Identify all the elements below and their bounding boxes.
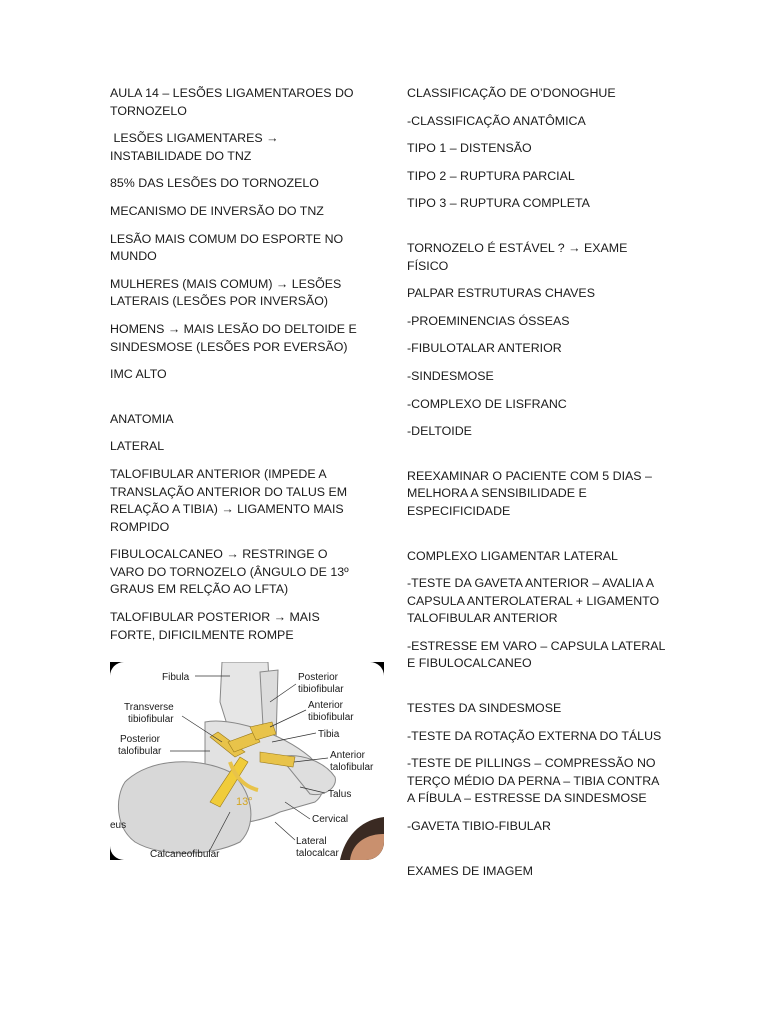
paragraph: -COMPLEXO DE LISFRANC — [407, 396, 567, 411]
label-transverse-tibiofibular: Transverse — [124, 702, 174, 713]
paragraph: TALOFIBULAR ANTERIOR (IMPEDE A TRANSLAÇÃO ANTERIOR DO TALUS EM RELAÇÃO A TIBIA) → LIGAMENTO MAIS ROMPIDO — [110, 466, 351, 534]
paragraph: MECANISMO DE INVERSÃO DO TNZ — [110, 203, 324, 218]
paragraph: TALOFIBULAR POSTERIOR → MAIS FORTE, DIFICILMENTE ROMPE — [110, 610, 324, 642]
label-calcaneofibular: Calcaneofibular — [150, 849, 220, 860]
paragraph: IMC ALTO — [110, 367, 167, 382]
paragraph: -DELTOIDE — [407, 424, 472, 439]
label-posterior-tibiofibular: Posterior — [298, 672, 339, 683]
label-talus: Talus — [328, 789, 352, 800]
ankle-diagram — [110, 662, 384, 860]
section-heading: COMPLEXO LIGAMENTAR LATERAL — [407, 548, 618, 563]
section-heading: EXAMES DE IMAGEM — [407, 863, 533, 878]
paragraph: FIBULOCALCANEO → RESTRINGE O VARO DO TORNOZELO (ÂNGULO DE 13º GRAUS EM RELÇÃO AO LFTA) — [110, 547, 353, 597]
paragraph: -FIBULOTALAR ANTERIOR — [407, 341, 562, 356]
paragraph: LESÃO MAIS COMUM DO ESPORTE NO MUNDO — [110, 231, 347, 264]
paragraph: -SINDESMOSE — [407, 368, 494, 383]
label-posterior-tibiofibular: tibiofibular — [298, 684, 344, 695]
spacer — [407, 451, 665, 468]
lesson-title: AULA 14 – LESÕES LIGAMENTAROES DO TORNOZELO — [110, 86, 357, 118]
paragraph: MULHERES (MAIS COMUM) → LESÕES LATERAIS (LESÕES POR INVERSÃO) — [110, 276, 345, 309]
label-angle: 13° — [236, 796, 253, 808]
paragraph: -TESTE DA ROTAÇÃO EXTERNA DO TÁLUS — [407, 728, 662, 743]
label-calcaneus: eus — [110, 820, 127, 831]
label-tibia: Tibia — [318, 729, 340, 740]
spacer — [407, 683, 665, 700]
paragraph: -PROEMINENCIAS ÓSSEAS — [407, 313, 570, 328]
label-lateral-talocalcaneal: talocalcar — [296, 848, 339, 859]
spacer — [110, 394, 362, 411]
label-cervical: Cervical — [312, 814, 349, 825]
label-anterior-talofibular: talofibular — [330, 762, 374, 773]
right-column — [407, 85, 669, 890]
paragraph: -GAVETA TIBIO-FIBULAR — [407, 819, 551, 834]
ankle-ligament-figure — [110, 662, 384, 860]
label-lateral-talocalcaneal: Lateral — [296, 836, 327, 847]
spacer — [407, 846, 665, 863]
subsection-heading: LATERAL — [110, 439, 165, 454]
paragraph: TIPO 2 – RUPTURA PARCIAL — [407, 168, 575, 183]
label-anterior-talofibular: Anterior — [330, 750, 366, 761]
label-anterior-tibiofibular: Anterior — [308, 700, 344, 711]
paragraph: REEXAMINAR O PACIENTE COM 5 DIAS – MELHORA A SENSIBILIDADE E ESPECIFICIDADE — [407, 468, 656, 518]
paragraph: -TESTE DE PILLINGS – COMPRESSÃO NO TERÇO MÉDIO DA PERNA – TIBIA CONTRA A FÍBULA – ESTRESSE DA SINDESMOSE — [407, 756, 662, 806]
paragraph: TIPO 3 – RUPTURA COMPLETA — [407, 196, 590, 211]
spacer — [407, 531, 665, 548]
label-fibula: Fibula — [162, 672, 190, 683]
label-anterior-tibiofibular: tibiofibular — [308, 712, 354, 723]
paragraph: TORNOZELO É ESTÁVEL ? → EXAME FÍSICO — [407, 240, 631, 273]
section-heading: TESTES DA SINDESMOSE — [407, 701, 562, 716]
paragraph: 85% DAS LESÕES DO TORNOZELO — [110, 176, 319, 191]
paragraph: LESÕES LIGAMENTARES → INSTABILIDADE DO TNZ — [110, 131, 282, 163]
spacer — [407, 223, 665, 240]
paragraph: TIPO 1 – DISTENSÃO — [407, 141, 532, 156]
paragraph: -ESTRESSE EM VARO – CAPSULA LATERAL E FIBULOCALCANEO — [407, 638, 669, 671]
label-posterior-talofibular: talofibular — [118, 746, 162, 757]
paragraph: HOMENS → MAIS LESÃO DO DELTOIDE E SINDESMOSE (LESÕES POR EVERSÃO) — [110, 321, 361, 354]
label-posterior-talofibular: Posterior — [120, 734, 161, 745]
label-transverse-tibiofibular: tibiofibular — [128, 714, 174, 725]
paragraph: PALPAR ESTRUTURAS CHAVES — [407, 286, 595, 301]
paragraph: -CLASSIFICAÇÃO ANATÔMICA — [407, 113, 586, 128]
paragraph: -TESTE DA GAVETA ANTERIOR – AVALIA A CAPSULA ANTEROLATERAL + LIGAMENTO TALOFIBULAR ANTERIOR — [407, 576, 663, 626]
left-column — [110, 85, 362, 654]
section-heading: ANATOMIA — [110, 411, 174, 426]
section-heading: CLASSIFICAÇÃO DE O’DONOGHUE — [407, 86, 616, 100]
